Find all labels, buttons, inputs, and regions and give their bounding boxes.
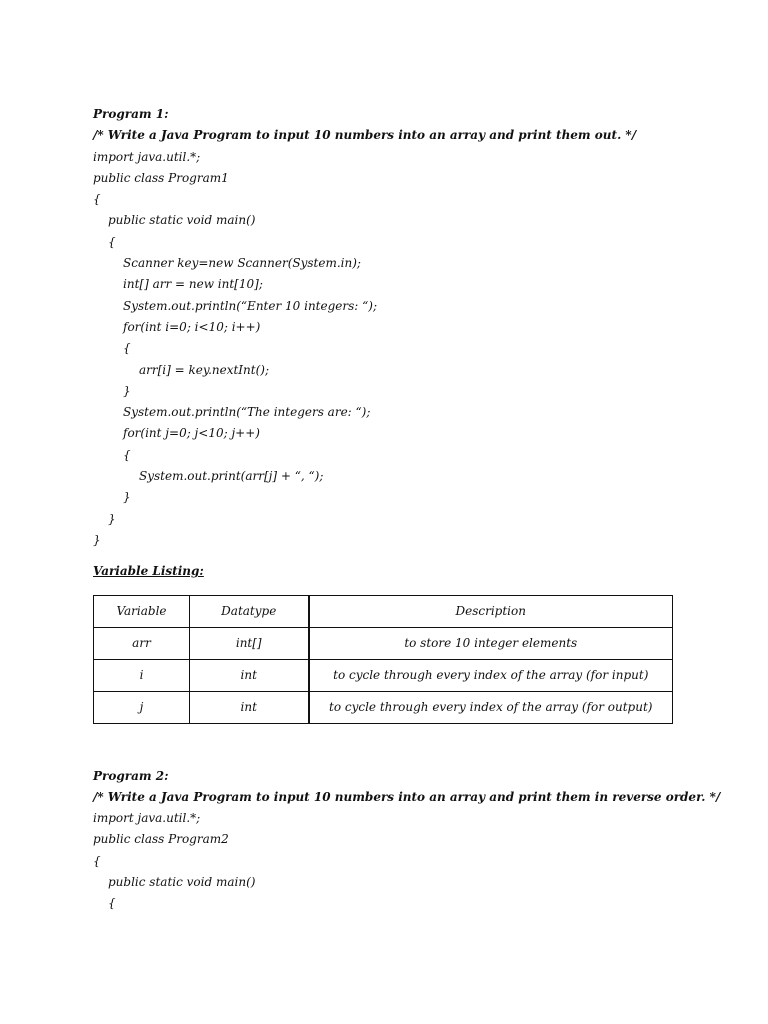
- program1-code-block: [93, 147, 683, 552]
- code-line: public class Program2: [93, 832, 229, 847]
- column-header-datatype: Datatype: [190, 595, 309, 627]
- cell-variable: j: [94, 691, 190, 723]
- code-line: }: [93, 532, 101, 547]
- column-header-variable: Variable: [94, 595, 190, 627]
- cell-variable: arr: [94, 627, 190, 659]
- code-line: arr[i] = key.nextInt();: [139, 362, 270, 377]
- code-line: Scanner key=new Scanner(System.in);: [123, 256, 361, 271]
- code-line: for(int i=0; i<10; i++): [123, 319, 261, 334]
- cell-datatype: int: [190, 659, 309, 691]
- code-line: }: [123, 490, 131, 505]
- variable-listing-heading: Variable Listing:: [93, 564, 204, 579]
- cell-description: to store 10 integer elements: [309, 627, 673, 659]
- program2-comment: /* Write a Java Program to input 10 numbers into an array and print them in reverse order. */: [93, 789, 721, 804]
- code-line: {: [93, 192, 101, 207]
- code-line: {: [108, 234, 116, 249]
- code-line: import java.util.*;: [93, 811, 201, 826]
- cell-datatype: int[]: [190, 627, 309, 659]
- code-line: System.out.print(arr[j] + “, “);: [139, 469, 324, 484]
- code-line: public static void main(): [108, 213, 256, 228]
- table-row: [94, 691, 673, 723]
- code-line: {: [108, 896, 116, 911]
- cell-datatype: int: [190, 691, 309, 723]
- code-line: }: [123, 383, 131, 398]
- code-line: System.out.println(“The integers are: “);: [123, 405, 371, 420]
- program1-comment: /* Write a Java Program to input 10 numbers into an array and print them out. */: [93, 128, 637, 143]
- variable-table: [93, 595, 673, 724]
- code-line: public static void main(): [108, 875, 256, 890]
- code-line: public class Program1: [93, 170, 229, 185]
- cell-description: to cycle through every index of the array (for output): [309, 691, 673, 723]
- table-header-row: [94, 595, 673, 627]
- code-line: {: [123, 447, 131, 462]
- program2-code-block: [93, 808, 683, 914]
- table-row: [94, 627, 673, 659]
- code-line: import java.util.*;: [93, 149, 201, 164]
- cell-variable: i: [94, 659, 190, 691]
- program1-heading: Program 1:: [93, 107, 169, 121]
- code-line: System.out.println(“Enter 10 integers: “);: [123, 298, 377, 313]
- code-line: int[] arr = new int[10];: [123, 277, 263, 292]
- document-page: [93, 104, 721, 915]
- code-line: }: [108, 511, 116, 526]
- program2-heading: Program 2:: [93, 768, 169, 783]
- column-header-description: Description: [309, 595, 673, 627]
- code-line: {: [123, 341, 131, 356]
- table-row: [94, 659, 673, 691]
- code-line: for(int j=0; j<10; j++): [123, 426, 260, 441]
- code-line: {: [93, 853, 101, 868]
- cell-description: to cycle through every index of the array (for input): [309, 659, 673, 691]
